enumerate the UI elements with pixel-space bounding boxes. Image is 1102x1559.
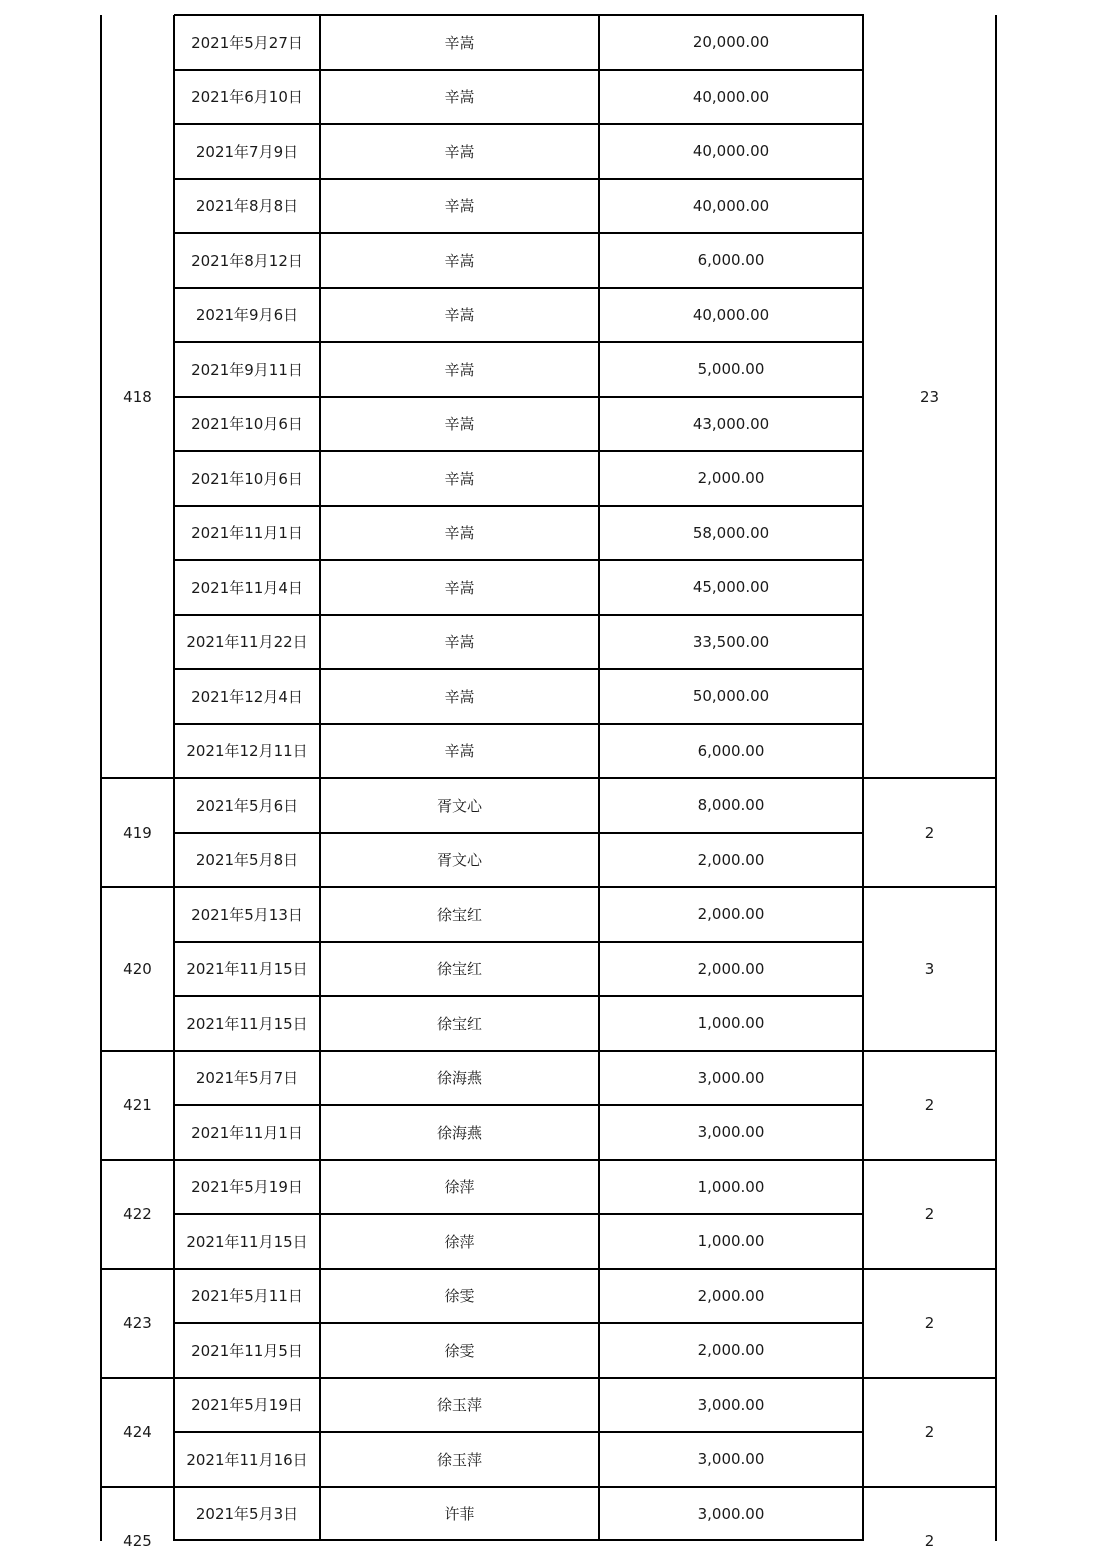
amount-cell: 1,000.00 xyxy=(697,1232,765,1251)
name-cell: 辛嵩 xyxy=(444,469,475,488)
group-id: 419 xyxy=(123,823,152,842)
name-cell: 辛嵩 xyxy=(444,306,475,325)
name-cell: 辛嵩 xyxy=(444,251,475,270)
group-count: 2 xyxy=(924,1532,935,1550)
amount-cell: 5,000.00 xyxy=(697,360,765,379)
date-cell: 2021年8月12日 xyxy=(191,251,303,270)
group-count: 2 xyxy=(924,1423,935,1441)
amount-cell: 40,000.00 xyxy=(692,142,770,161)
name-cell: 辛嵩 xyxy=(444,360,475,379)
amount-cell: 3,000.00 xyxy=(697,1395,765,1414)
date-cell: 2021年11月15日 xyxy=(186,1232,308,1251)
name-cell: 辛嵩 xyxy=(444,633,475,652)
name-cell: 辛嵩 xyxy=(444,687,475,706)
name-cell: 辛嵩 xyxy=(444,33,475,52)
date-cell: 2021年12月11日 xyxy=(186,742,308,761)
name-cell: 徐海燕 xyxy=(436,1123,482,1142)
date-cell: 2021年5月27日 xyxy=(191,33,303,52)
name-cell: 辛嵩 xyxy=(444,415,475,434)
amount-cell: 2,000.00 xyxy=(697,1286,765,1305)
date-cell: 2021年12月4日 xyxy=(191,687,303,706)
name-cell: 辛嵩 xyxy=(444,742,475,761)
amount-cell: 3,000.00 xyxy=(697,1068,765,1087)
name-cell: 辛嵩 xyxy=(444,578,475,597)
amount-cell: 2,000.00 xyxy=(697,1341,765,1360)
amount-cell: 43,000.00 xyxy=(692,414,770,433)
date-cell: 2021年5月3日 xyxy=(195,1505,299,1524)
name-cell: 徐萍 xyxy=(444,1178,475,1197)
amount-cell: 45,000.00 xyxy=(692,578,770,597)
date-cell: 2021年10月6日 xyxy=(191,469,303,488)
group-id: 420 xyxy=(123,959,152,978)
group-id: 422 xyxy=(123,1205,152,1223)
amount-cell: 2,000.00 xyxy=(697,850,765,869)
name-cell: 徐宝红 xyxy=(436,1014,482,1033)
amount-cell: 1,000.00 xyxy=(697,1177,765,1196)
date-cell: 2021年10月6日 xyxy=(191,415,303,434)
amount-cell: 3,000.00 xyxy=(697,1123,765,1142)
name-cell: 徐雯 xyxy=(444,1341,475,1360)
amount-cell: 2,000.00 xyxy=(697,905,765,924)
amount-cell: 1,000.00 xyxy=(697,1014,765,1033)
name-cell: 徐玉萍 xyxy=(436,1396,482,1415)
amount-cell: 40,000.00 xyxy=(692,87,770,106)
page-cut-border xyxy=(174,1539,864,1541)
group-id: 425 xyxy=(123,1532,152,1550)
date-cell: 2021年5月13日 xyxy=(191,905,303,924)
group-count: 2 xyxy=(924,1205,935,1223)
name-cell: 徐宝红 xyxy=(436,960,482,979)
date-cell: 2021年7月9日 xyxy=(195,142,299,161)
date-cell: 2021年9月6日 xyxy=(195,306,299,325)
amount-cell: 3,000.00 xyxy=(697,1450,765,1469)
date-cell: 2021年5月7日 xyxy=(195,1069,299,1088)
amount-cell: 33,500.00 xyxy=(692,632,770,651)
date-cell: 2021年11月5日 xyxy=(191,1341,303,1360)
date-cell: 2021年5月6日 xyxy=(195,796,299,815)
name-cell: 许菲 xyxy=(444,1505,475,1524)
group-count: 2 xyxy=(924,823,935,842)
date-cell: 2021年11月15日 xyxy=(186,1014,308,1033)
date-cell: 2021年5月19日 xyxy=(191,1396,303,1415)
amount-cell: 3,000.00 xyxy=(697,1504,765,1523)
amount-cell: 6,000.00 xyxy=(697,251,765,270)
group-count: 3 xyxy=(924,959,935,978)
group-id: 421 xyxy=(123,1096,152,1114)
name-cell: 辛嵩 xyxy=(444,142,475,161)
date-cell: 2021年11月16日 xyxy=(186,1450,308,1469)
amount-cell: 2,000.00 xyxy=(697,959,765,978)
date-cell: 2021年11月4日 xyxy=(191,578,303,597)
date-cell: 2021年11月1日 xyxy=(191,1123,303,1142)
amount-cell: 50,000.00 xyxy=(692,687,770,706)
date-cell: 2021年11月15日 xyxy=(186,960,308,979)
name-cell: 辛嵩 xyxy=(444,197,475,216)
group-count: 2 xyxy=(924,1096,935,1114)
date-cell: 2021年5月19日 xyxy=(191,1178,303,1197)
amount-cell: 40,000.00 xyxy=(692,196,770,215)
group-id: 418 xyxy=(123,387,152,406)
group-id: 423 xyxy=(123,1314,152,1332)
group-id: 424 xyxy=(123,1423,152,1441)
name-cell: 胥文心 xyxy=(436,851,482,870)
name-cell: 胥文心 xyxy=(436,796,482,815)
amount-cell: 20,000.00 xyxy=(692,33,770,52)
name-cell: 徐萍 xyxy=(444,1232,475,1251)
date-cell: 2021年5月8日 xyxy=(195,851,299,870)
name-cell: 辛嵩 xyxy=(444,524,475,543)
amount-cell: 2,000.00 xyxy=(697,469,765,488)
amount-cell: 40,000.00 xyxy=(692,305,770,324)
date-cell: 2021年5月11日 xyxy=(191,1287,303,1306)
amount-cell: 6,000.00 xyxy=(697,741,765,760)
amount-cell: 58,000.00 xyxy=(692,523,770,542)
group-count: 2 xyxy=(924,1314,935,1332)
date-cell: 2021年11月1日 xyxy=(191,524,303,543)
name-cell: 徐雯 xyxy=(444,1287,475,1306)
date-cell: 2021年6月10日 xyxy=(191,88,303,107)
date-cell: 2021年8月8日 xyxy=(195,197,299,216)
group-count: 23 xyxy=(919,387,940,406)
name-cell: 徐海燕 xyxy=(436,1069,482,1088)
name-cell: 徐宝红 xyxy=(436,905,482,924)
date-cell: 2021年11月22日 xyxy=(186,633,308,652)
amount-cell: 8,000.00 xyxy=(697,796,765,815)
name-cell: 徐玉萍 xyxy=(436,1450,482,1469)
name-cell: 辛嵩 xyxy=(444,88,475,107)
date-cell: 2021年9月11日 xyxy=(191,360,303,379)
